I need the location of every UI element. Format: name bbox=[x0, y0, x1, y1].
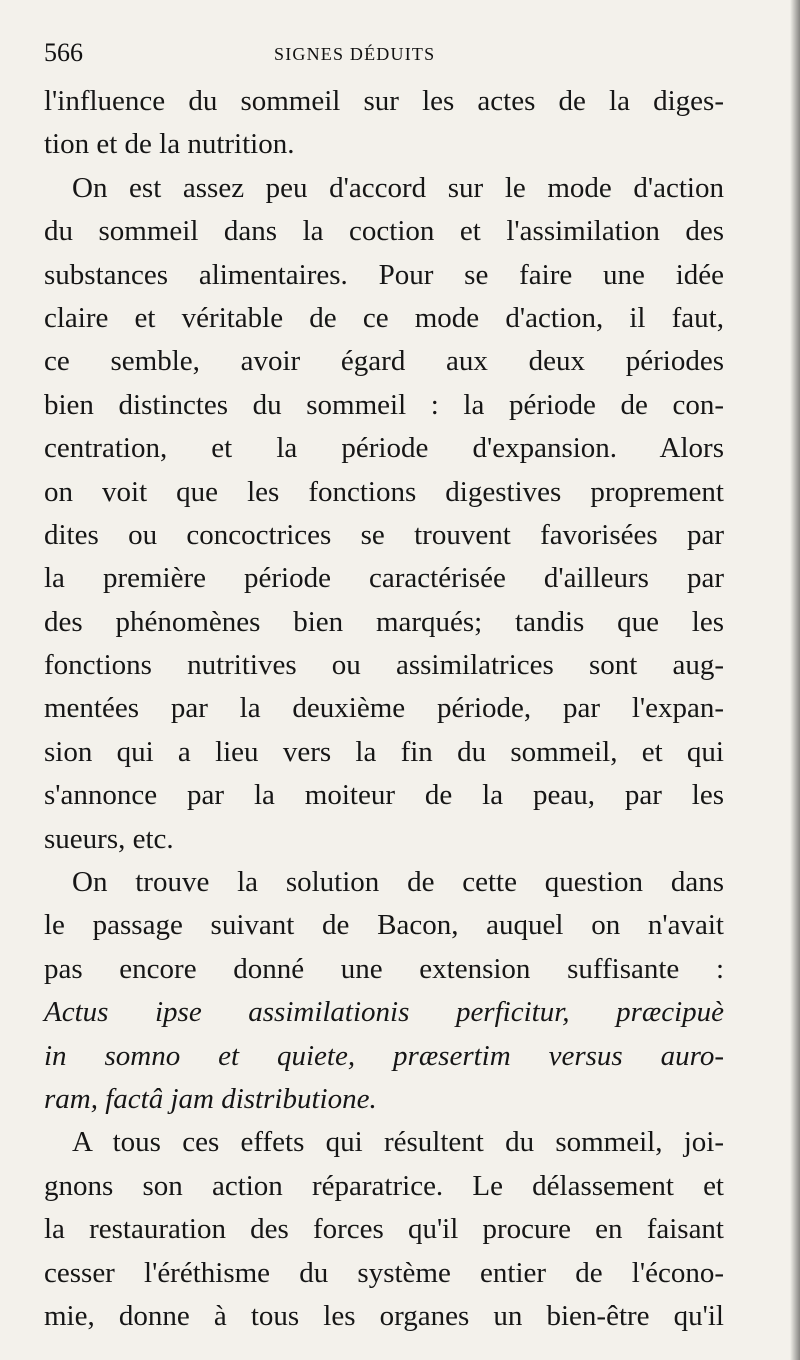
text-line: substances alimentaires. Pour se faire une idée bbox=[44, 258, 724, 291]
text-line: mentées par la deuxième période, par l'expan- bbox=[44, 692, 724, 725]
text-line: cesser l'éréthisme du système entier de l'écono- bbox=[44, 1256, 724, 1289]
text-line: sueurs, etc. bbox=[44, 822, 174, 855]
text-line: On trouve la solution de cette question dans bbox=[72, 866, 724, 899]
text-line: gnons son action réparatrice. Le délassement et bbox=[44, 1169, 724, 1202]
body-text bbox=[44, 80, 724, 1338]
text-line-italic: ram, factâ jam distributione. bbox=[44, 1082, 377, 1115]
text-line: mie, donne à tous les organes un bien-être qu'il bbox=[44, 1299, 724, 1332]
text-line: on voit que les fonctions digestives proprement bbox=[44, 475, 724, 508]
page-header bbox=[44, 38, 734, 78]
text-line: la première période caractérisée d'ailleurs par bbox=[44, 562, 724, 595]
text-line: bien distinctes du sommeil : la période de con- bbox=[44, 388, 724, 421]
text-line: tion et de la nutrition. bbox=[44, 128, 295, 161]
text-line: l'influence du sommeil sur les actes de la diges- bbox=[44, 85, 724, 117]
text-line: A tous ces effets qui résultent du sommeil, joi- bbox=[72, 1126, 724, 1159]
text-line-italic: Actus ipse assimilationis perficitur, præcipuè bbox=[44, 996, 724, 1029]
text-line: On est assez peu d'accord sur le mode d'action bbox=[72, 171, 724, 204]
text-line: s'annonce par la moiteur de la peau, par les bbox=[44, 779, 724, 812]
text-line: pas encore donné une extension suffisante : bbox=[44, 952, 724, 985]
text-line: la restauration des forces qu'il procure en faisant bbox=[44, 1213, 724, 1246]
text-line: centration, et la période d'expansion. Alors bbox=[44, 432, 724, 465]
text-line-italic: in somno et quiete, præsertim versus auro- bbox=[44, 1039, 724, 1072]
text-line: le passage suivant de Bacon, auquel on n'avait bbox=[44, 909, 724, 942]
running-title: SIGNES DÉDUITS bbox=[274, 44, 436, 64]
text-line: dites ou concoctrices se trouvent favorisées par bbox=[44, 518, 724, 551]
text-line: des phénomènes bien marqués; tandis que les bbox=[44, 605, 724, 638]
text-line: sion qui a lieu vers la fin du sommeil, et qui bbox=[44, 735, 724, 768]
text-line: ce semble, avoir égard aux deux périodes bbox=[44, 345, 724, 378]
page-number: 566 bbox=[44, 38, 83, 67]
page-spine-shadow bbox=[790, 0, 800, 1360]
text-line: claire et véritable de ce mode d'action, il faut, bbox=[44, 301, 724, 334]
text-line: fonctions nutritives ou assimilatrices sont aug- bbox=[44, 649, 724, 682]
text-line: du sommeil dans la coction et l'assimilation des bbox=[44, 215, 724, 248]
